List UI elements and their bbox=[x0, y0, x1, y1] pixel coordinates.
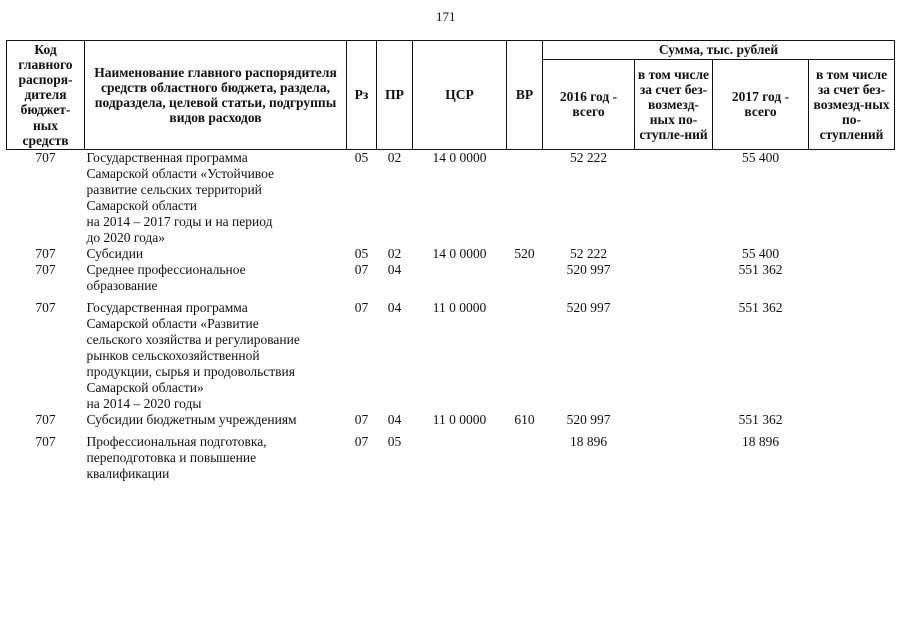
name-line: квалификации bbox=[86, 465, 170, 481]
name-cell bbox=[85, 428, 347, 482]
incl-2016-cell bbox=[635, 294, 713, 412]
code-cell: 707 bbox=[35, 299, 56, 315]
name-cell bbox=[85, 412, 347, 428]
name-cell bbox=[85, 294, 347, 412]
incl-2017-cell bbox=[809, 262, 895, 294]
amount-2017-cell: 551 362 bbox=[738, 261, 783, 277]
header-2017-incl: в том числе за счет без-возмезд-ных по-ступлений bbox=[809, 60, 895, 150]
incl-2016-cell bbox=[635, 149, 713, 246]
header-2017-total: 2017 год - всего bbox=[713, 60, 809, 150]
rz-cell: 07 bbox=[354, 299, 369, 315]
header-vr: ВР bbox=[507, 41, 543, 150]
rz-cell: 05 bbox=[354, 149, 369, 165]
name-line: Самарской области «Устойчивое bbox=[86, 165, 274, 181]
amount-2017-cell: 55 400 bbox=[741, 245, 780, 261]
header-pr: ПР bbox=[377, 41, 413, 150]
table-body bbox=[7, 149, 895, 482]
incl-2017-cell bbox=[809, 412, 895, 428]
name-line: Профессиональная подготовка, bbox=[86, 433, 267, 449]
amount-2017-cell: 55 400 bbox=[741, 149, 780, 165]
header-2016-total: 2016 год - всего bbox=[543, 60, 635, 150]
pr-cell: 05 bbox=[387, 433, 402, 449]
name-line: развитие сельских территорий bbox=[86, 181, 262, 197]
table-row bbox=[7, 428, 895, 482]
incl-2017-cell bbox=[809, 294, 895, 412]
vr-cell bbox=[507, 294, 543, 412]
name-line: Среднее профессиональное bbox=[86, 261, 246, 277]
csr-cell bbox=[413, 428, 507, 482]
incl-2017-cell bbox=[809, 246, 895, 262]
amount-2016-cell: 18 896 bbox=[569, 433, 608, 449]
amount-2017-cell: 551 362 bbox=[738, 299, 783, 315]
amount-2016-cell: 52 222 bbox=[569, 245, 608, 261]
code-cell: 707 bbox=[35, 411, 56, 427]
vr-cell bbox=[507, 428, 543, 482]
name-line: на 2014 – 2020 годы bbox=[86, 395, 202, 411]
code-cell: 707 bbox=[35, 149, 56, 165]
name-line: рынков сельскохозяйственной bbox=[86, 347, 260, 363]
name-line: Субсидии bbox=[86, 245, 144, 261]
name-line: до 2020 года» bbox=[86, 229, 166, 245]
incl-2017-cell bbox=[809, 428, 895, 482]
csr-cell: 14 0 0000 bbox=[432, 149, 487, 165]
incl-2016-cell bbox=[635, 262, 713, 294]
pr-cell: 04 bbox=[387, 411, 402, 427]
rz-cell: 07 bbox=[354, 261, 369, 277]
table-row bbox=[7, 149, 895, 246]
budget-table bbox=[6, 40, 895, 482]
vr-cell: 610 bbox=[514, 411, 535, 427]
amount-2016-cell: 52 222 bbox=[569, 149, 608, 165]
pr-cell: 02 bbox=[387, 149, 402, 165]
header-name: Наименование главного распорядителя средств областного бюджета, раздела, подраздела, целевой статьи, подгруппы видов расходов bbox=[85, 41, 347, 150]
header-rz: Рз bbox=[347, 41, 377, 150]
rz-cell: 05 bbox=[354, 245, 369, 261]
name-line: на 2014 – 2017 годы и на период bbox=[86, 213, 273, 229]
amount-2017-cell: 18 896 bbox=[741, 433, 780, 449]
name-line: Самарской области bbox=[86, 197, 198, 213]
incl-2016-cell bbox=[635, 246, 713, 262]
rz-cell: 07 bbox=[354, 411, 369, 427]
page-number: 171 bbox=[436, 9, 456, 24]
code-cell: 707 bbox=[35, 261, 56, 277]
amount-2016-cell: 520 997 bbox=[566, 411, 611, 427]
amount-2017-cell: 551 362 bbox=[738, 411, 783, 427]
amount-2016-cell: 520 997 bbox=[566, 261, 611, 277]
table-row bbox=[7, 262, 895, 294]
pr-cell: 04 bbox=[387, 261, 402, 277]
name-line: Государственная программа bbox=[86, 149, 248, 165]
incl-2016-cell bbox=[635, 412, 713, 428]
name-line: Самарской области» bbox=[86, 379, 204, 395]
name-cell bbox=[85, 149, 347, 246]
amount-2016-cell: 520 997 bbox=[566, 299, 611, 315]
code-cell: 707 bbox=[35, 245, 56, 261]
incl-2016-cell bbox=[635, 428, 713, 482]
pr-cell: 02 bbox=[387, 245, 402, 261]
header-2016-incl: в том числе за счет без-возмезд-ных по-ступле-ний bbox=[635, 60, 713, 150]
csr-cell bbox=[413, 262, 507, 294]
code-cell: 707 bbox=[35, 433, 56, 449]
name-line: Самарской области «Развитие bbox=[86, 315, 259, 331]
name-line: сельского хозяйства и регулирование bbox=[86, 331, 300, 347]
table-row bbox=[7, 246, 895, 262]
csr-cell: 11 0 0000 bbox=[432, 299, 487, 315]
vr-cell bbox=[507, 149, 543, 246]
rz-cell: 07 bbox=[354, 433, 369, 449]
name-line: Субсидии бюджетным учреждениям bbox=[86, 411, 297, 427]
csr-cell: 11 0 0000 bbox=[432, 411, 487, 427]
vr-cell: 520 bbox=[514, 245, 535, 261]
name-line: Государственная программа bbox=[86, 299, 248, 315]
vr-cell bbox=[507, 262, 543, 294]
name-cell bbox=[85, 246, 347, 262]
header-row bbox=[7, 41, 895, 60]
table-row bbox=[7, 412, 895, 428]
header-sum: Сумма, тыс. рублей bbox=[543, 41, 895, 60]
table-row bbox=[7, 294, 895, 412]
name-line: образование bbox=[86, 277, 158, 293]
name-line: продукции, сырья и продовольствия bbox=[86, 363, 295, 379]
header-csr: ЦСР bbox=[413, 41, 507, 150]
incl-2017-cell bbox=[809, 149, 895, 246]
header-code: Код главного распоря-дителя бюджет-ных средств bbox=[7, 41, 85, 150]
csr-cell: 14 0 0000 bbox=[432, 245, 487, 261]
name-cell bbox=[85, 262, 347, 294]
name-line: переподготовка и повышение bbox=[86, 449, 257, 465]
pr-cell: 04 bbox=[387, 299, 402, 315]
